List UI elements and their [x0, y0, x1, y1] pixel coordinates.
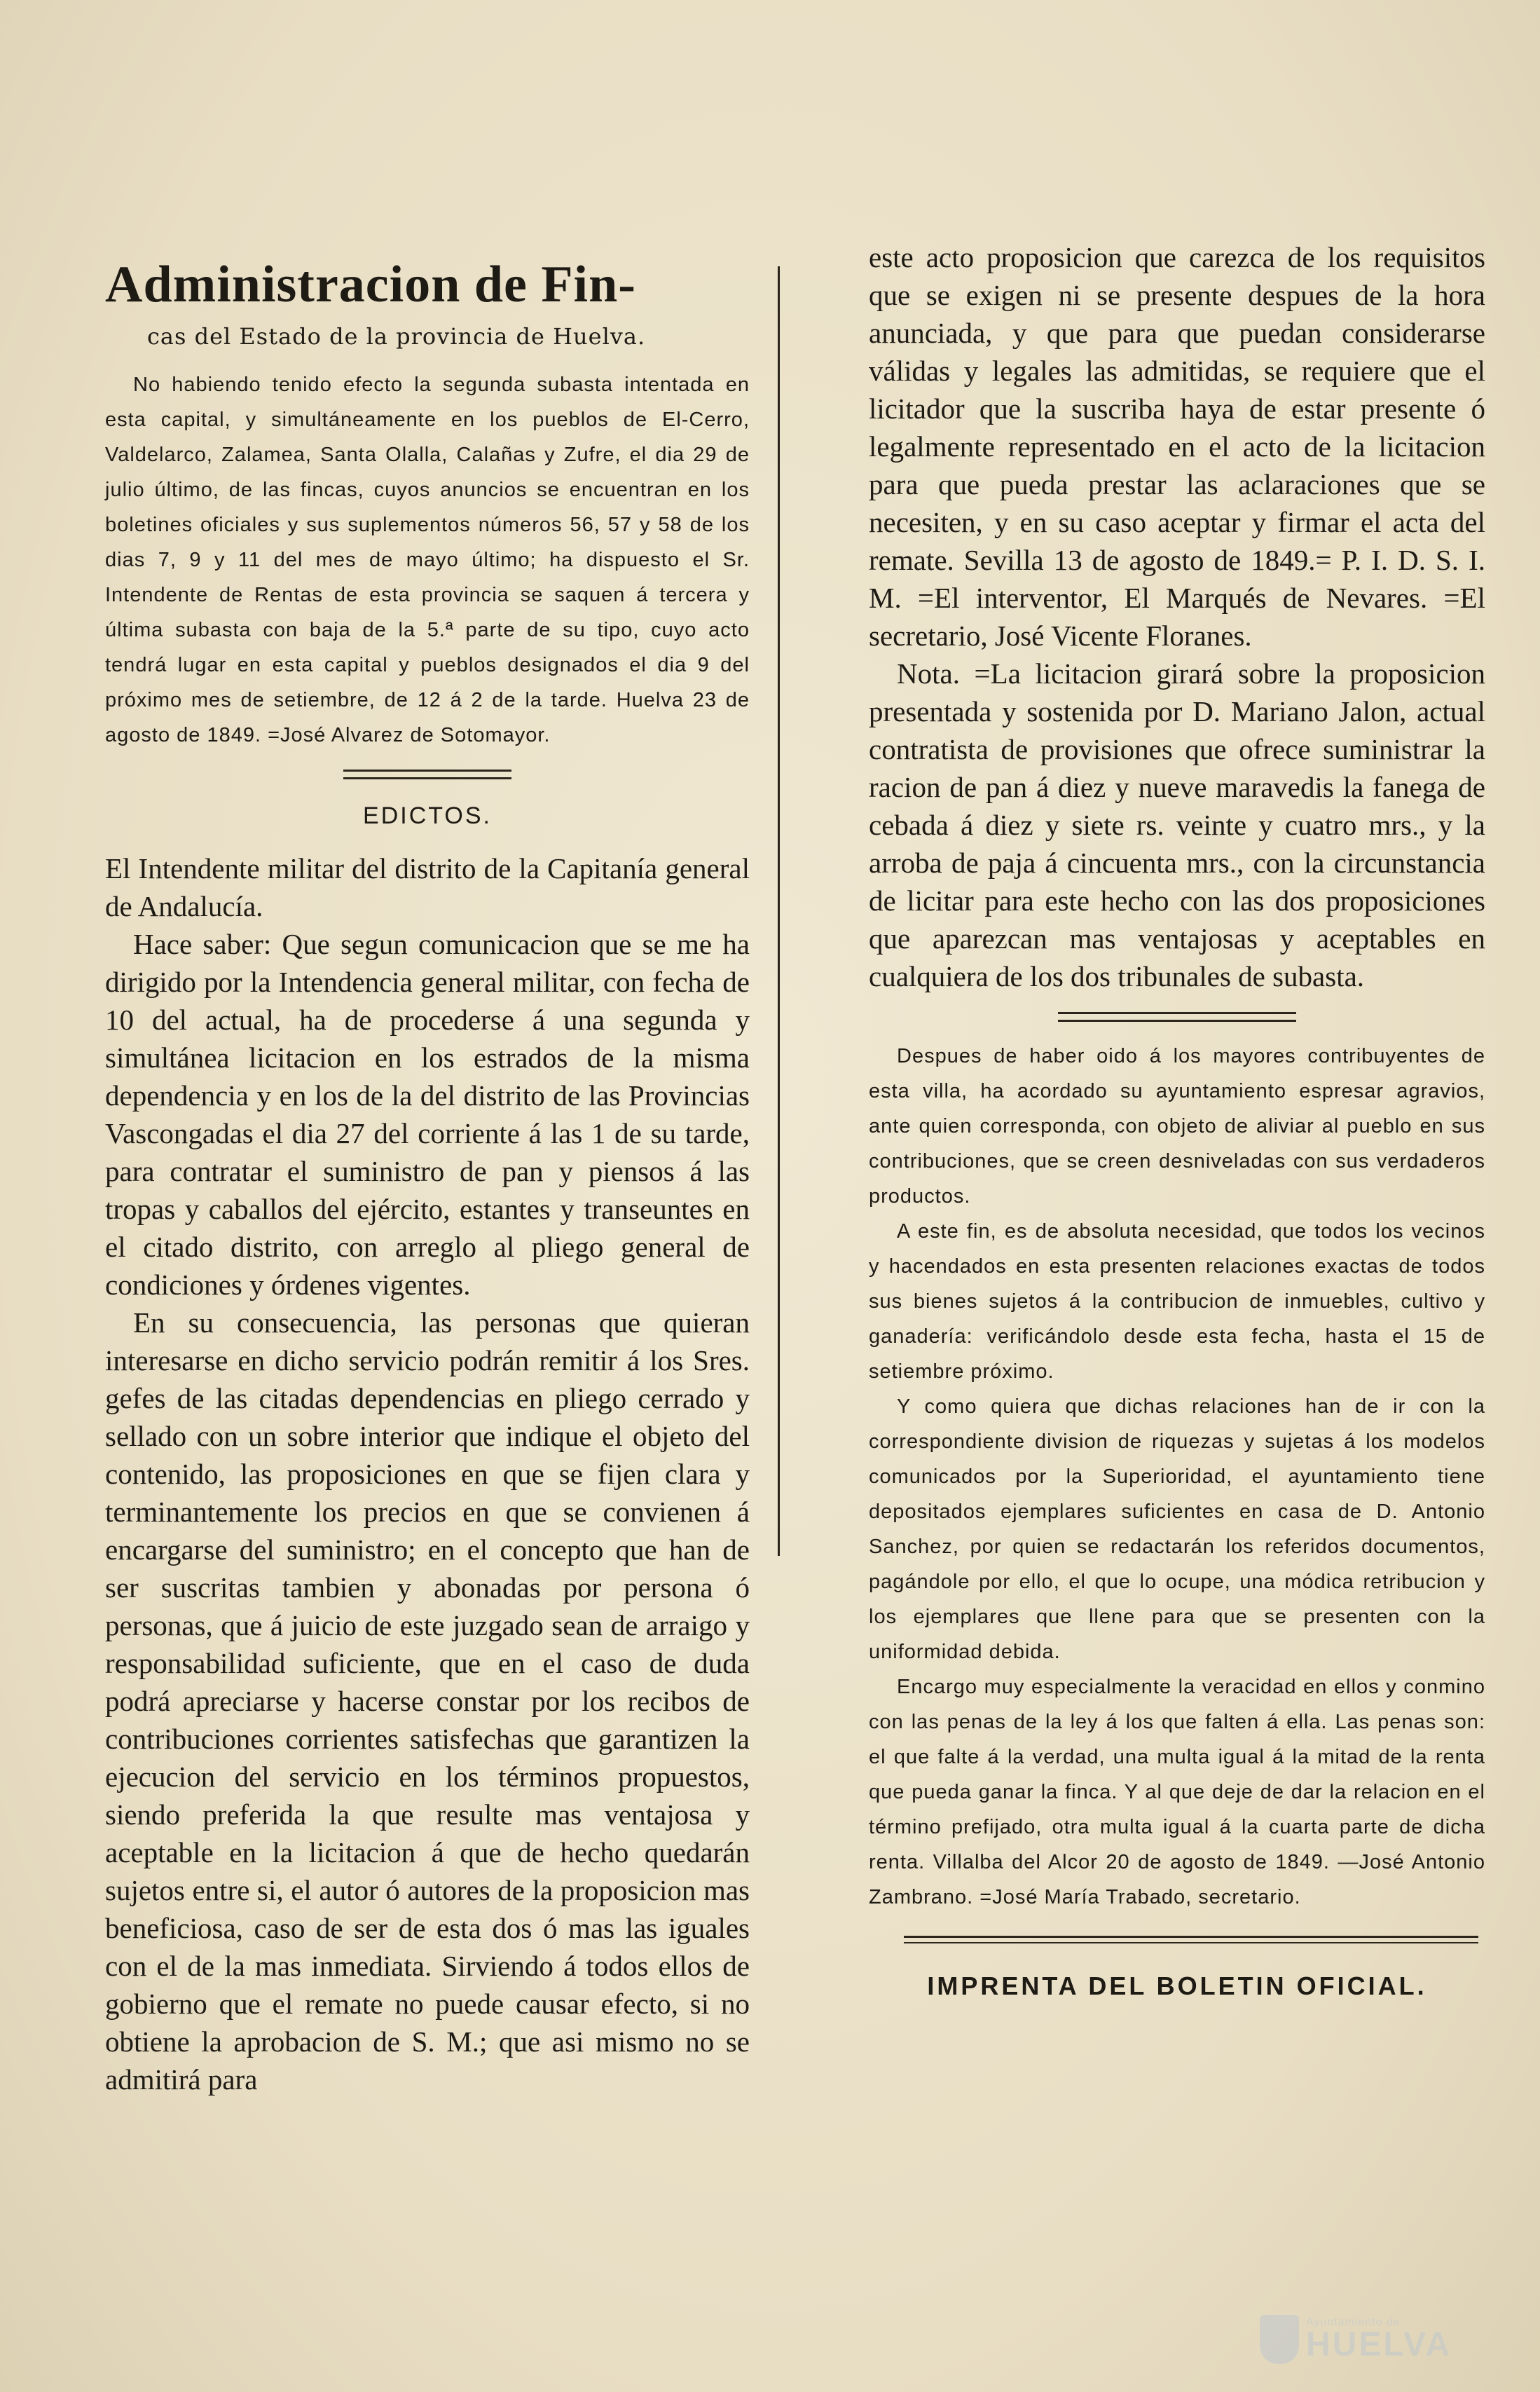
imprenta-footer: IMPRENTA DEL BOLETIN OFICIAL. — [927, 1971, 1427, 2000]
villalba-paragraph: A este fin, es de absoluta necesidad, que todos los vecinos y hacendados en esta presenten relaciones exactas de todos sus bienes sujetos á la contribucion de inmuebles, cultivo y ganadería: verificándolo desde esta fecha, hasta el 15 de setiembre próximo. — [869, 1220, 1485, 1383]
edict-paragraph: Hace saber: Que segun comunicacion que se me ha dirigido por la Intendencia general militar, con fecha de 10 del actual, ha de procederse á una segunda y simultánea licitacion en los estrados de la misma dependencia y en los de la del distrito de las Provincias Vascongadas el dia 27 del corriente á las 1 de su tarde, para contratar el suministro de pan y piensos á las tropas y caballos del ejército, estantes y transeuntes en el citado distrito, con arreglo al pliego general de condiciones y órdenes vigentes. — [105, 928, 750, 1301]
watermark-small-text: Ayuntamiento de — [1306, 2316, 1401, 2328]
edict-continuation: este acto proposicion que carezca de los requisitos que se exigen ni se presente despues de la hora anunciada, y que para que puedan considerarse válidas y legales las admitidas, se requiere que el licitador que la suscriba haya de estar presente ó legalmente representado en el acto de la licitacion para que pueda prestar las aclaraciones que se necesiten, y en su caso aceptar y firmar el acta del remate. Sevilla 13 de agosto de 1849.= P. I. D. S. I. M. =El interventor, El Marqués de Nevares. =El secretario, José Vicente Floranes. — [869, 241, 1485, 652]
edict-heading-paragraph: El Intendente militar del distrito de la Capitanía general de Andalucía. — [105, 852, 750, 922]
right-column — [869, 238, 1485, 2001]
villalba-paragraph: Despues de haber oido á los mayores contribuyentes de esta villa, ha acordado su ayuntamiento espresar agravios, ante quien corresponda, con objeto de aliviar al pueblo en sus contribuciones, que se creen desniveladas con sus verdaderos productos. — [869, 1045, 1485, 1208]
administracion-subtitle: cas del Estado de la provincia de Huelva. — [147, 323, 646, 350]
left-column — [105, 252, 750, 2098]
section-divider — [1058, 1012, 1296, 1022]
shield-icon — [1260, 2315, 1299, 2364]
villalba-paragraph: Y como quiera que dichas relaciones han de ir con la correspondiente division de riquezas y sujetas á los modelos comunicados por la Superioridad, el ayuntamiento tiene depositados ejemplares suficientes en casa de D. Antonio Sanchez, por quien se redactarán los referidos documentos, pagándole por ello, el que lo ocupe, una módica retribucion y los ejemplares que llene para que se presenten con la uniformidad debida. — [869, 1395, 1485, 1663]
nota-paragraph: Nota. =La licitacion girará sobre la proposicion presentada y sostenida por D. Mariano Jalon, actual contratista de provisiones que ofrece suministrar la racion de pan á diez y nueve maravedis la fanega de cebada á diez y siete rs. veinte y cuatro mrs., y la arroba de paja á cincuenta mrs., con la circunstancia de licitar para este hecho con las dos proposiciones que aparezcan mas ventajosas y aceptables en cualquiera de los dos tribunales de subasta. — [869, 657, 1485, 992]
ayuntamiento-watermark — [1260, 2308, 1484, 2371]
footer-rule — [904, 1936, 1478, 1943]
administracion-title: Administracion de Fin- — [105, 256, 636, 313]
section-divider — [343, 770, 511, 779]
edict-paragraph: En su consecuencia, las personas que quieran interesarse en dicho servicio podrán remitir á los Sres. gefes de las citadas dependencias en pliego cerrado y sellado con un sobre interior que indique el objeto del contenido, las proposiciones en que se fijen clara y terminantemente los precios en que se convienen á encargarse del suministro; en el concepto que han de ser suscritas tambien y abonadas por persona ó personas, que á juicio de este juzgado sean de arraigo y responsabilidad suficiente, que en el caso de duda podrá apreciarse y hacerse constar por los recibos de contribuciones corrientes satisfechas que garantizen la ejecucion del servicio en los términos propuestos, siendo preferida la que resulte mas ventajosa y aceptable en la licitacion á que de hecho quedarán sujetos entre si, el autor ó autores de la proposicion mas beneficiosa, caso de ser de esta dos ó mas las iguales con el de la mas inmediata. Sirviendo á todos ellos de gobierno que el remate no puede causar efecto, si no obtiene la aprobacion de S. M.; que asi mismo no se admitirá para — [105, 1306, 750, 2096]
edictos-heading: EDICTOS. — [363, 802, 492, 829]
watermark-big-text: HUELVA — [1306, 2326, 1452, 2363]
column-rule — [778, 266, 780, 1556]
villalba-paragraph: Encargo muy especialmente la veracidad en ellos y conmino con las penas de la ley á los que falten á ella. Las penas son: el que falte á la verdad, una multa igual á la mitad de la renta que pueda ganar la finca. Y al que deje de dar la relacion en el término prefijado, otra multa igual á la cuarta parte de dicha renta. Villalba del Alcor 20 de agosto de 1849. —José Antonio Zambrano. =José María Trabado, secretario. — [869, 1676, 1485, 1908]
subasta-notice: No habiendo tenido efecto la segunda subasta intentada en esta capital, y simultáneamente en los pueblos de El-Cerro, Valdelarco, Zalamea, Santa Olalla, Calañas y Zufre, el dia 29 de julio último, de las fincas, cuyos anuncios se encuentran en los boletines oficiales y sus suplementos números 56, 57 y 58 de los dias 7, 9 y 11 del mes de mayo último; ha dispuesto el Sr. Intendente de Rentas de esta provincia se saquen á tercera y última subasta con baja de la 5.ª parte de su tipo, cuyo acto tendrá lugar en esta capital y pueblos designados el dia 9 del próximo mes de setiembre, de 12 á 2 de la tarde. Huelva 23 de agosto de 1849. =José Alvarez de Sotomayor. — [105, 374, 750, 746]
